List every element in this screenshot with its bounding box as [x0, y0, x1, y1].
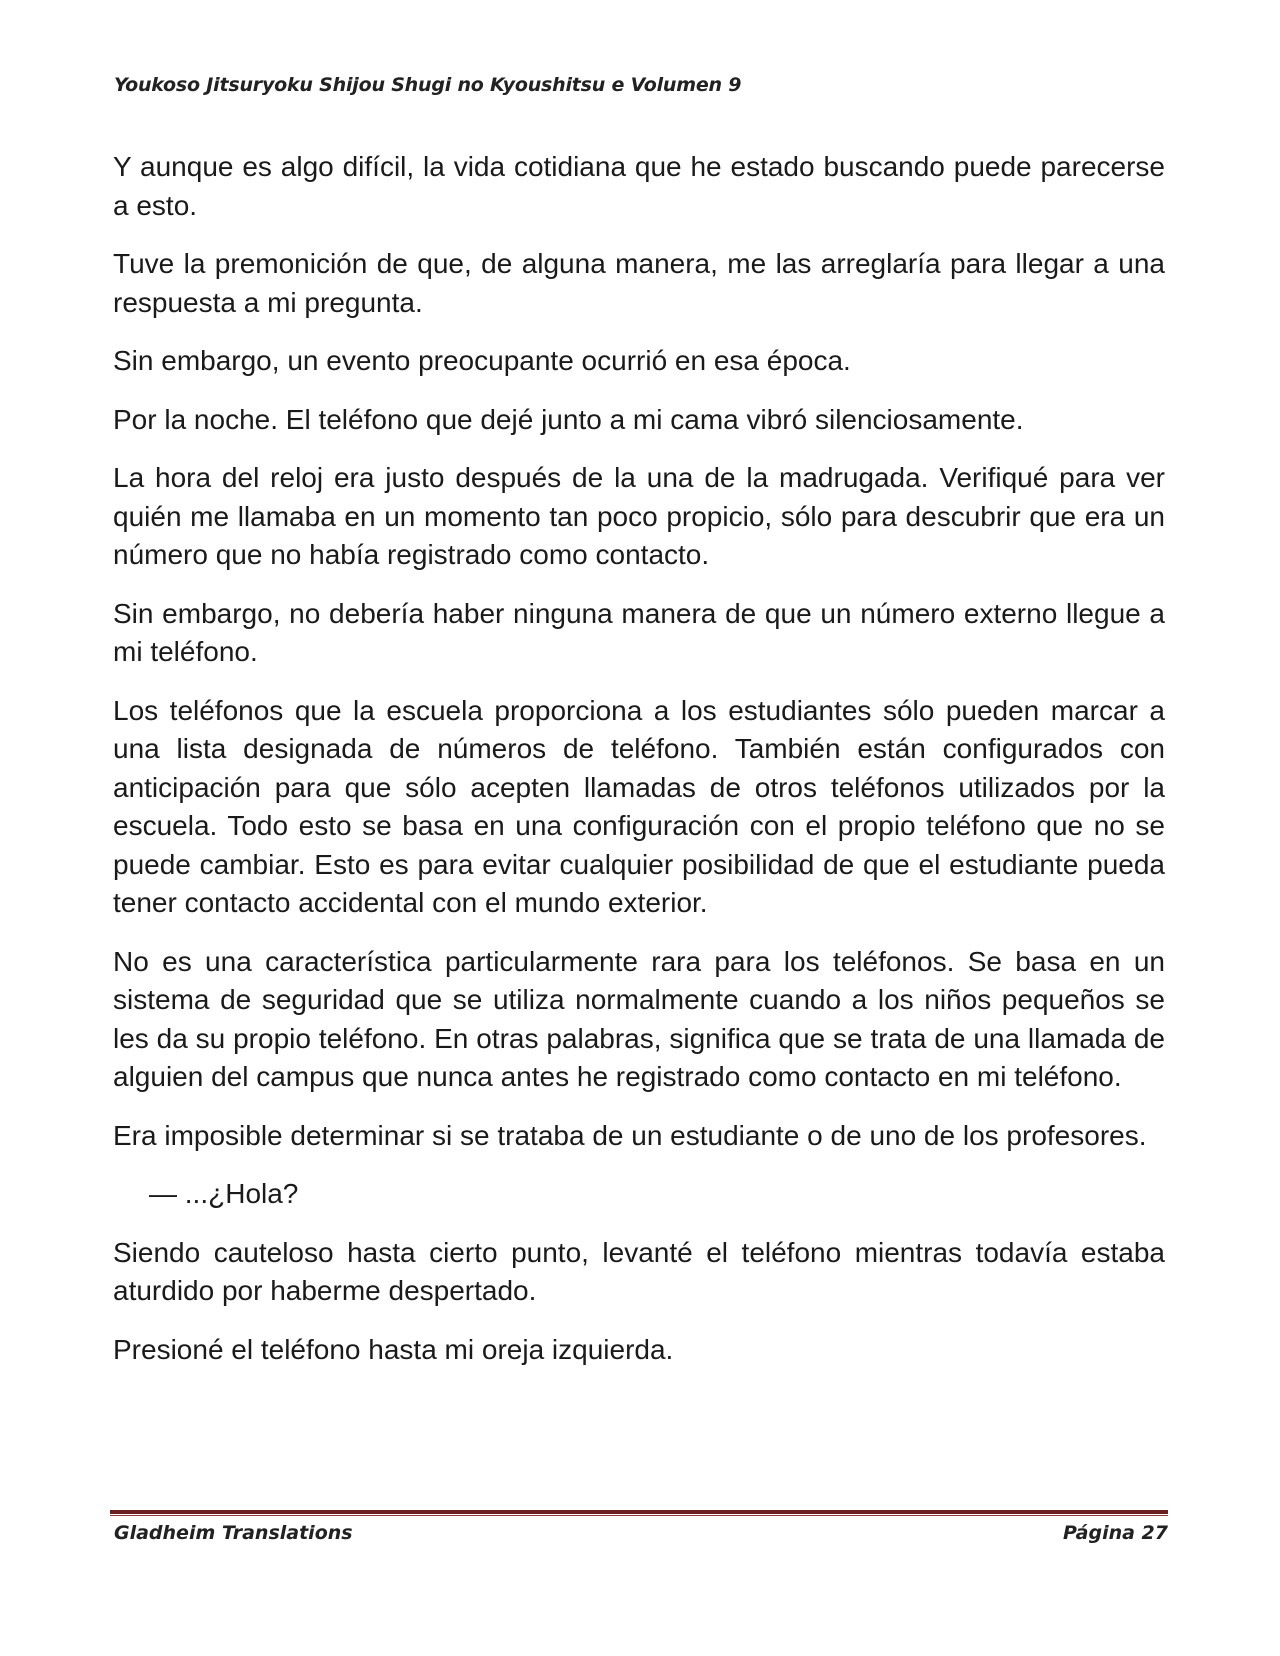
paragraph-8: No es una característica particularmente rara para los teléfonos. Se basa en un sistema de seguridad que se utiliza normalmente cuando a los niños pequeños se les da su propio teléfono. En otras palabras, significa que se trata de una llamada de alguien del campus que nunca antes he registrado como contacto en mi teléfono. [113, 945, 1165, 1092]
footer-divider-thick [110, 1510, 1168, 1514]
running-header-title: Youkoso Jitsuryoku Shijou Shugi no Kyoushitsu e Volumen 9 [114, 74, 742, 96]
paragraph-6: Sin embargo, no debería haber ninguna manera de que un número externo llegue a mi teléfono. [113, 597, 1165, 667]
paragraph-9: Era imposible determinar si se trataba de un estudiante o de uno de los profesores. [113, 1119, 1147, 1151]
paragraph-5: La hora del reloj era justo después de la una de la madrugada. Verifiqué para ver quién me llamaba en un momento tan poco propicio, sólo para descubrir que era un número que no había registrado como contacto. [113, 462, 1165, 570]
footer-divider-thin [110, 1515, 1168, 1516]
paragraph-7: Los teléfonos que la escuela proporciona a los estudiantes sólo pueden marcar a una lista designada de números de teléfono. También están configurados con anticipación para que sólo acepten llamadas de otros teléfonos utilizados por la escuela. Todo esto se basa en una configuración con el propio teléfono que no se puede cambiar. Esto es para evitar cualquier posibilidad de que el estudiante pueda tener contacto accidental con el mundo exterior. [113, 694, 1165, 918]
body-text [113, 148, 1165, 1389]
footer-divider [110, 1510, 1168, 1517]
footer-page-number: Página 27 [1062, 1522, 1168, 1544]
paragraph-2: Tuve la premonición de que, de alguna manera, me las arreglaría para llegar a una respuesta a mi pregunta. [113, 248, 1165, 318]
dialogue-line: — ...¿Hola? [149, 1178, 299, 1209]
paragraph-1: Y aunque es algo difícil, la vida cotidiana que he estado buscando puede parecerse a esto. [113, 151, 1165, 221]
paragraph-3: Sin embargo, un evento preocupante ocurrió en esa época. [113, 345, 851, 376]
paragraph-12: Presioné el teléfono hasta mi oreja izquierda. [113, 1333, 674, 1365]
paragraph-11: Siendo cauteloso hasta cierto punto, levanté el teléfono mientras todavía estaba aturdido por haberme despertado. [113, 1236, 1165, 1306]
footer-translator-credit: Gladheim Translations [114, 1522, 353, 1544]
paragraph-4: Por la noche. El teléfono que dejé junto a mi cama vibró silenciosamente. [113, 403, 1024, 435]
